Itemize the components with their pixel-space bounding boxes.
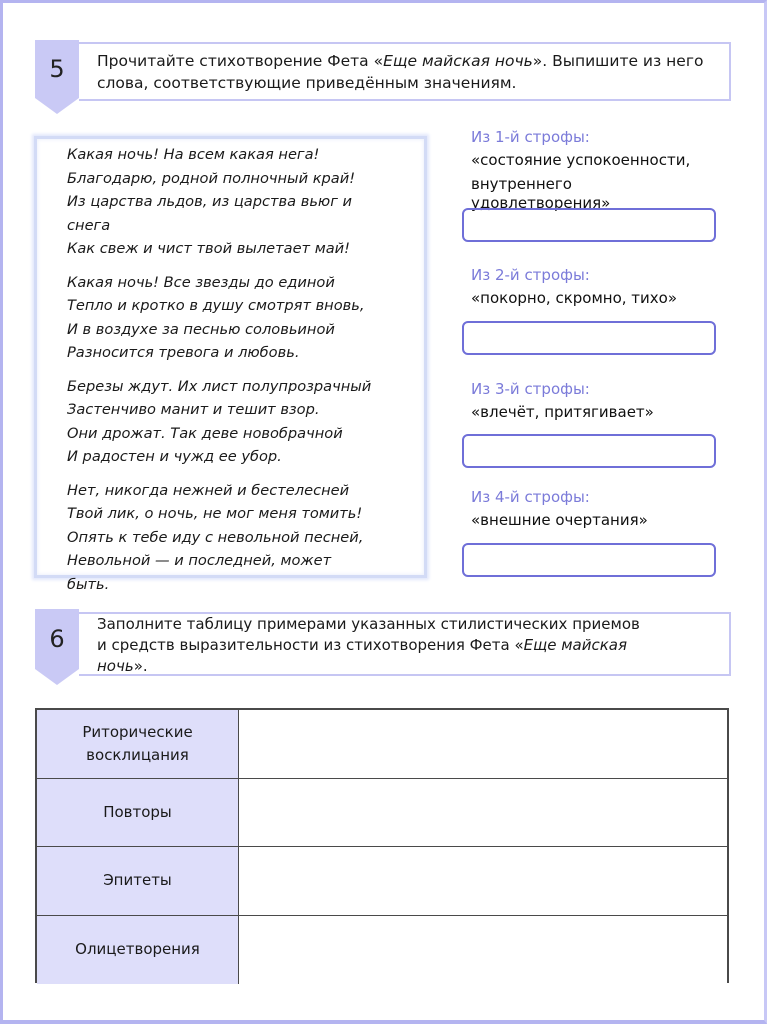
task-instruction <box>79 42 731 101</box>
question-stanza-2 <box>462 264 722 310</box>
answer-cell[interactable] <box>239 847 727 915</box>
row-header: Олицетворения <box>37 916 239 985</box>
answer-input-stanza-1[interactable] <box>462 208 716 242</box>
table-row <box>37 847 727 916</box>
poem-line: Из царства льдов, из царства вьюг и <box>67 193 352 210</box>
instruction-text: ». Выпишите из него слова, соответствующие приведённым значениям. <box>97 52 704 92</box>
poem-line: Твой лик, о ночь, не мог меня томить! <box>67 505 363 522</box>
task-number-badge <box>35 609 79 669</box>
poem-line: Какая ночь! Все звезды до единой <box>67 273 335 291</box>
poem-line: Они дрожат. Так деве новобрачной <box>67 424 343 442</box>
poem-line: Тепло и кротко в душу смотрят вновь, <box>67 297 365 314</box>
question-meaning: «состояние успокоенности, <box>471 151 691 169</box>
question-meaning: удовлетворения» <box>471 194 611 212</box>
row-header: Риторические восклицания <box>37 710 239 778</box>
poem-stanza-3 <box>67 375 424 469</box>
answer-cell[interactable] <box>239 710 727 778</box>
poem-line: Застенчиво манит и тешит взор. <box>67 401 320 418</box>
task-number-badge <box>35 40 79 98</box>
question-label: Из 4-й строфы: <box>471 488 590 506</box>
poem-line: Благодарю, родной полночный край! <box>67 169 356 187</box>
poem-line: Опять к тебе иду с невольной песней, <box>67 528 364 546</box>
poem-stanza-1 <box>67 143 424 261</box>
poem-box <box>34 136 427 593</box>
table-row <box>37 779 727 848</box>
instruction-text: Заполните таблицу примерами указанных стилистических приемов <box>97 615 640 633</box>
poem-title: Еще майская ночь <box>383 52 533 70</box>
question-meaning: «влечёт, притягивает» <box>471 403 654 421</box>
question-meaning: «внешние очертания» <box>471 511 648 529</box>
question-label: Из 1-й строфы: <box>471 128 590 146</box>
answer-input-stanza-4[interactable] <box>462 543 716 577</box>
question-stanza-3 <box>462 378 722 424</box>
question-meaning: внутреннего <box>471 175 572 193</box>
poem-line: быть. <box>67 575 110 593</box>
question-label: Из 3-й строфы: <box>471 380 590 398</box>
task-number: 6 <box>49 625 65 653</box>
task-instruction <box>79 612 731 676</box>
poem-line: Березы ждут. Их лист полупрозрачный <box>67 377 372 395</box>
answer-cell[interactable] <box>239 779 727 847</box>
question-label: Из 2-й строфы: <box>471 266 590 284</box>
instruction-text: Прочитайте стихотворение Фета « <box>97 52 384 70</box>
poem-line: Невольной — и последней, может <box>67 552 332 569</box>
poem-line: Разносится тревога и любовь. <box>67 344 300 361</box>
question-stanza-1 <box>462 126 722 210</box>
instruction-text: ». <box>133 657 148 675</box>
poem-line: Какая ночь! На всем какая нега! <box>67 146 320 163</box>
table-row <box>37 916 727 985</box>
question-meaning: «покорно, скромно, тихо» <box>471 289 678 307</box>
answer-cell[interactable] <box>239 916 727 985</box>
instruction-text: и средств выразительности из стихотворения Фета « <box>97 636 524 654</box>
row-header: Эпитеты <box>37 847 239 915</box>
answer-input-stanza-3[interactable] <box>462 434 716 468</box>
stylistic-devices-table <box>35 708 729 983</box>
poem-line: И в воздухе за песнью соловьиной <box>67 320 335 338</box>
poem-line: Нет, никогда нежней и бестелесней <box>67 481 350 499</box>
poem-stanza-4 <box>67 479 424 597</box>
poem-title: ночь <box>97 657 134 675</box>
table-row <box>37 710 727 779</box>
poem-line: снега <box>67 216 111 234</box>
poem-line: Как свеж и чист твой вылетает май! <box>67 240 350 257</box>
poem-title: Еще майская <box>523 636 628 654</box>
answer-input-stanza-2[interactable] <box>462 321 716 355</box>
poem-line: И радостен и чужд ее убор. <box>67 448 282 465</box>
question-stanza-4 <box>462 486 722 532</box>
row-header: Повторы <box>37 779 239 847</box>
poem-stanza-2 <box>67 271 424 365</box>
task-number: 5 <box>49 55 65 83</box>
